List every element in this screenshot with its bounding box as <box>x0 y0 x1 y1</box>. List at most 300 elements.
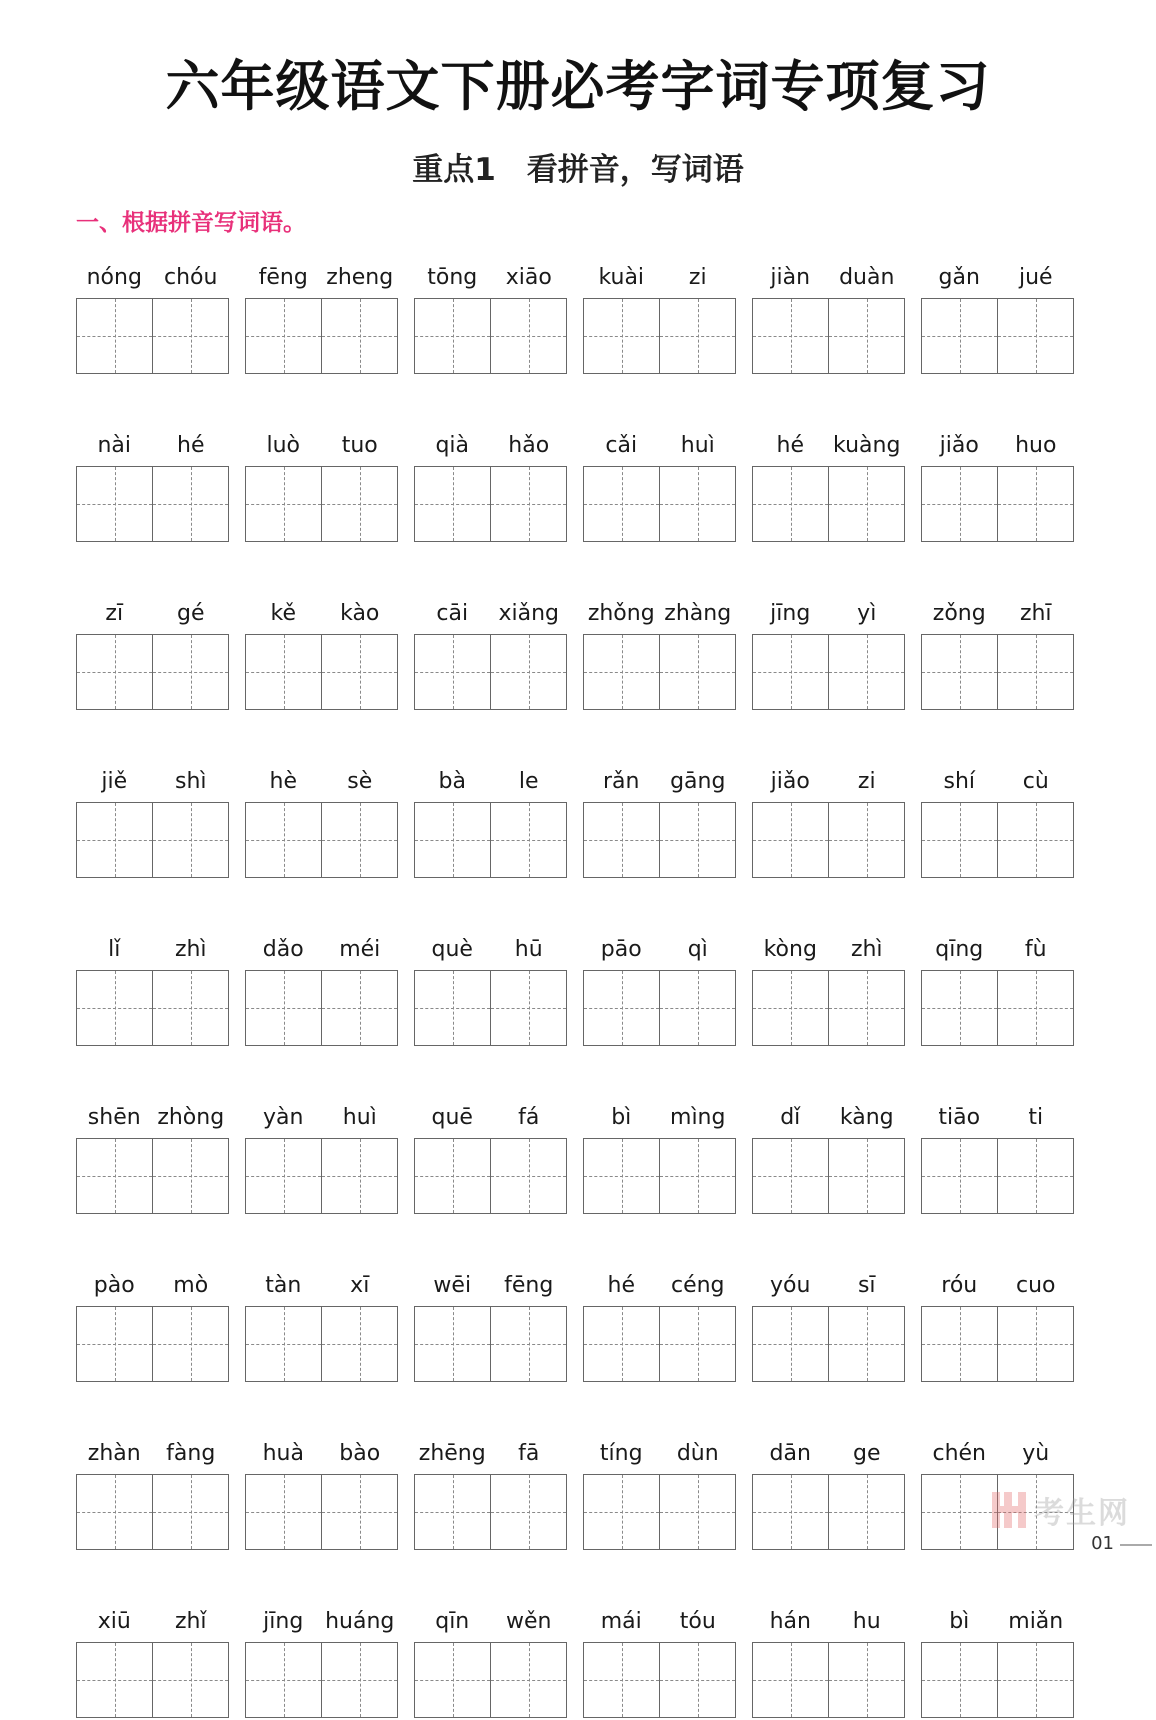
pinyin-syllable: hé <box>607 1273 635 1298</box>
pinyin-syllable: chén <box>932 1441 987 1466</box>
character-box[interactable] <box>490 467 566 541</box>
writing-boxes <box>245 466 398 542</box>
character-box[interactable] <box>997 635 1073 709</box>
pinyin-syllable: sī <box>857 1273 876 1298</box>
word-cell <box>752 1602 905 1720</box>
pinyin-row <box>583 426 736 466</box>
character-box[interactable] <box>77 1139 152 1213</box>
character-box[interactable] <box>828 1307 904 1381</box>
pinyin-syllable: lǐ <box>108 937 121 962</box>
pinyin-syllable: kuàng <box>833 433 901 458</box>
word-cell <box>76 258 229 376</box>
word-cell <box>414 762 567 880</box>
character-box[interactable] <box>77 299 152 373</box>
pinyin-syllable: quē <box>431 1105 473 1130</box>
word-cell <box>414 594 567 712</box>
character-box[interactable] <box>753 803 828 877</box>
pinyin-row <box>245 594 398 634</box>
word-cell <box>752 426 905 544</box>
character-box[interactable] <box>753 467 828 541</box>
character-box[interactable] <box>77 467 152 541</box>
word-cell <box>752 258 905 376</box>
writing-boxes <box>245 1474 398 1550</box>
writing-boxes <box>583 1306 736 1382</box>
pinyin-syllable: zhēng <box>418 1441 486 1466</box>
watermark-logo-icon <box>992 1490 1028 1530</box>
writing-boxes <box>76 634 229 710</box>
pinyin-syllable: dǐ <box>780 1105 801 1130</box>
pinyin-row <box>583 594 736 634</box>
character-box[interactable] <box>246 467 321 541</box>
word-cell <box>245 1266 398 1384</box>
character-box[interactable] <box>753 1643 828 1717</box>
writing-boxes <box>921 970 1074 1046</box>
writing-boxes <box>583 970 736 1046</box>
pinyin-row <box>245 1434 398 1474</box>
pinyin-syllable: le <box>518 769 539 794</box>
pinyin-row <box>414 1266 567 1306</box>
pinyin-syllable: miǎn <box>1008 1609 1064 1634</box>
word-cell <box>921 426 1074 544</box>
character-box[interactable] <box>659 1139 735 1213</box>
character-box[interactable] <box>584 467 659 541</box>
character-box[interactable] <box>659 1643 735 1717</box>
pinyin-syllable: dān <box>769 1441 811 1466</box>
pinyin-syllable: sè <box>347 769 373 794</box>
pinyin-syllable: zǒng <box>932 601 986 626</box>
pinyin-syllable: bào <box>339 1441 381 1466</box>
pinyin-row <box>921 1602 1074 1642</box>
character-box[interactable] <box>246 1643 321 1717</box>
character-box[interactable] <box>490 635 566 709</box>
character-box[interactable] <box>490 1139 566 1213</box>
writing-boxes <box>752 1138 905 1214</box>
pinyin-syllable: huì <box>342 1105 377 1130</box>
pinyin-syllable: kuài <box>598 265 645 290</box>
character-box[interactable] <box>246 299 321 373</box>
pinyin-syllable: róu <box>941 1273 978 1298</box>
writing-boxes <box>414 466 567 542</box>
pinyin-row <box>245 930 398 970</box>
pinyin-syllable: cǎi <box>605 433 638 458</box>
writing-boxes <box>583 1138 736 1214</box>
pinyin-syllable: tíng <box>599 1441 643 1466</box>
writing-boxes <box>414 970 567 1046</box>
word-cell <box>583 930 736 1048</box>
pinyin-row <box>921 426 1074 466</box>
character-box[interactable] <box>659 299 735 373</box>
pinyin-row <box>245 258 398 298</box>
pinyin-syllable: kòng <box>763 937 817 962</box>
pinyin-syllable: tóu <box>679 1609 716 1634</box>
character-box[interactable] <box>922 1475 997 1549</box>
character-box[interactable] <box>490 1643 566 1717</box>
character-box[interactable] <box>753 1475 828 1549</box>
character-box[interactable] <box>246 1139 321 1213</box>
pinyin-syllable: bì <box>611 1105 632 1130</box>
pinyin-syllable: tàn <box>265 1273 302 1298</box>
character-box[interactable] <box>659 803 735 877</box>
pinyin-row <box>76 1266 229 1306</box>
pinyin-row <box>752 1602 905 1642</box>
pinyin-syllable: nài <box>97 433 132 458</box>
character-box[interactable] <box>753 971 828 1045</box>
character-box[interactable] <box>415 467 490 541</box>
character-box[interactable] <box>753 1307 828 1381</box>
character-box[interactable] <box>753 299 828 373</box>
writing-boxes <box>414 1642 567 1718</box>
word-cell <box>76 1098 229 1216</box>
character-box[interactable] <box>584 635 659 709</box>
pinyin-syllable: jīng <box>263 1609 304 1634</box>
pinyin-row <box>76 594 229 634</box>
character-box[interactable] <box>415 1307 490 1381</box>
writing-boxes <box>583 298 736 374</box>
word-cell <box>245 930 398 1048</box>
word-cell <box>921 1602 1074 1720</box>
page-rule <box>1120 1544 1152 1546</box>
character-box[interactable] <box>490 803 566 877</box>
writing-boxes <box>921 1642 1074 1718</box>
character-box[interactable] <box>659 1475 735 1549</box>
character-box[interactable] <box>584 803 659 877</box>
character-box[interactable] <box>415 1475 490 1549</box>
character-box[interactable] <box>415 299 490 373</box>
pinyin-row <box>752 762 905 802</box>
pinyin-syllable: qīng <box>935 937 984 962</box>
character-box[interactable] <box>321 803 397 877</box>
character-box[interactable] <box>659 1307 735 1381</box>
writing-boxes <box>76 298 229 374</box>
word-cell <box>583 1602 736 1720</box>
pinyin-syllable: shí <box>943 769 976 794</box>
page-title: 六年级语文下册必考字词专项复习 <box>165 54 991 118</box>
pinyin-row <box>245 762 398 802</box>
pinyin-syllable: shēn <box>87 1105 141 1130</box>
writing-boxes <box>76 466 229 542</box>
character-box[interactable] <box>415 635 490 709</box>
writing-boxes <box>245 1138 398 1214</box>
pinyin-syllable: hū <box>514 937 543 962</box>
writing-boxes <box>414 298 567 374</box>
word-cell <box>921 594 1074 712</box>
writing-boxes <box>414 802 567 878</box>
pinyin-row <box>752 258 905 298</box>
character-box[interactable] <box>828 971 904 1045</box>
word-cell <box>76 1602 229 1720</box>
pinyin-syllable: fàng <box>166 1441 216 1466</box>
character-box[interactable] <box>77 1475 152 1549</box>
pinyin-syllable: mìng <box>670 1105 726 1130</box>
character-box[interactable] <box>659 635 735 709</box>
character-box[interactable] <box>584 1139 659 1213</box>
pinyin-syllable: qīn <box>435 1609 470 1634</box>
pinyin-syllable: cuo <box>1016 1273 1056 1298</box>
writing-boxes <box>414 1474 567 1550</box>
pinyin-row <box>245 1098 398 1138</box>
word-cell <box>414 1266 567 1384</box>
character-box[interactable] <box>828 635 904 709</box>
character-box[interactable] <box>321 971 397 1045</box>
word-cell <box>583 258 736 376</box>
pinyin-syllable: yù <box>1022 1441 1050 1466</box>
pinyin-syllable: hu <box>852 1609 881 1634</box>
pinyin-syllable: duàn <box>839 265 895 290</box>
pinyin-row <box>76 762 229 802</box>
character-box[interactable] <box>997 1139 1073 1213</box>
writing-boxes <box>752 634 905 710</box>
pinyin-row <box>414 930 567 970</box>
character-box[interactable] <box>490 971 566 1045</box>
character-box[interactable] <box>77 803 152 877</box>
pinyin-syllable: gǎn <box>938 265 980 290</box>
character-box[interactable] <box>922 1139 997 1213</box>
character-box[interactable] <box>490 1475 566 1549</box>
word-cell <box>583 1434 736 1552</box>
character-box[interactable] <box>828 299 904 373</box>
character-box[interactable] <box>77 1643 152 1717</box>
character-box[interactable] <box>152 635 228 709</box>
word-cell <box>921 930 1074 1048</box>
character-box[interactable] <box>152 1475 228 1549</box>
pinyin-syllable: ti <box>1028 1105 1044 1130</box>
character-box[interactable] <box>828 1139 904 1213</box>
character-box[interactable] <box>753 1139 828 1213</box>
character-box[interactable] <box>152 803 228 877</box>
pinyin-syllable: fù <box>1024 937 1047 962</box>
writing-boxes <box>921 634 1074 710</box>
pinyin-row <box>752 1434 905 1474</box>
word-cell <box>76 930 229 1048</box>
pinyin-row <box>245 1266 398 1306</box>
pinyin-syllable: zi <box>688 265 707 290</box>
character-box[interactable] <box>997 467 1073 541</box>
pinyin-syllable: jiě <box>101 769 128 794</box>
watermark <box>992 1488 1130 1532</box>
pinyin-syllable: bì <box>949 1609 970 1634</box>
writing-boxes <box>583 802 736 878</box>
writing-boxes <box>414 1306 567 1382</box>
writing-boxes <box>76 1138 229 1214</box>
word-cell <box>752 1266 905 1384</box>
pinyin-row <box>414 1098 567 1138</box>
pinyin-syllable: dǎo <box>262 937 304 962</box>
character-box[interactable] <box>584 299 659 373</box>
character-box[interactable] <box>584 1475 659 1549</box>
pinyin-syllable: zhàng <box>664 601 732 626</box>
character-box[interactable] <box>77 1307 152 1381</box>
writing-boxes <box>752 1642 905 1718</box>
pinyin-syllable: kào <box>340 601 380 626</box>
pinyin-row <box>752 1098 905 1138</box>
character-box[interactable] <box>922 1307 997 1381</box>
pinyin-row <box>76 258 229 298</box>
word-cell <box>921 762 1074 880</box>
section-subtitle: 重点1 看拼音，写词语 <box>412 152 744 188</box>
pinyin-row <box>921 1098 1074 1138</box>
character-box[interactable] <box>321 1643 397 1717</box>
pinyin-syllable: hán <box>769 1609 811 1634</box>
character-box[interactable] <box>246 1475 321 1549</box>
character-box[interactable] <box>997 971 1073 1045</box>
pinyin-syllable: zhì <box>850 937 883 962</box>
exercise-heading: 一、根据拼音写词语。 <box>76 210 306 236</box>
character-box[interactable] <box>584 1643 659 1717</box>
character-box[interactable] <box>321 635 397 709</box>
pinyin-syllable: yàn <box>263 1105 304 1130</box>
pinyin-syllable: qì <box>687 937 708 962</box>
character-box[interactable] <box>922 1643 997 1717</box>
word-cell <box>921 1266 1074 1384</box>
pinyin-syllable: mò <box>173 1273 209 1298</box>
character-box[interactable] <box>152 1139 228 1213</box>
watermark-text: 考生网 <box>1034 1496 1130 1531</box>
pinyin-syllable: tiāo <box>938 1105 981 1130</box>
character-box[interactable] <box>922 299 997 373</box>
pinyin-row <box>921 762 1074 802</box>
character-box[interactable] <box>152 1643 228 1717</box>
pinyin-syllable: zhòng <box>157 1105 225 1130</box>
pinyin-row <box>752 594 905 634</box>
character-box[interactable] <box>659 467 735 541</box>
pinyin-syllable: zhàn <box>87 1441 141 1466</box>
word-cell <box>245 1434 398 1552</box>
character-box[interactable] <box>246 635 321 709</box>
character-box[interactable] <box>152 299 228 373</box>
character-box[interactable] <box>77 971 152 1045</box>
character-box[interactable] <box>490 299 566 373</box>
pinyin-row <box>752 930 905 970</box>
character-box[interactable] <box>321 299 397 373</box>
pinyin-syllable: pào <box>93 1273 135 1298</box>
character-box[interactable] <box>490 1307 566 1381</box>
pinyin-row <box>414 1434 567 1474</box>
character-box[interactable] <box>152 971 228 1045</box>
pinyin-syllable: pāo <box>600 937 642 962</box>
writing-boxes <box>76 1306 229 1382</box>
word-cell <box>76 594 229 712</box>
character-box[interactable] <box>584 1307 659 1381</box>
pinyin-syllable: mái <box>600 1609 642 1634</box>
character-box[interactable] <box>415 803 490 877</box>
pinyin-syllable: tōng <box>427 265 478 290</box>
character-box[interactable] <box>246 803 321 877</box>
character-box[interactable] <box>828 1643 904 1717</box>
word-cell <box>752 762 905 880</box>
writing-boxes <box>752 1474 905 1550</box>
pinyin-row <box>414 1602 567 1642</box>
pinyin-syllable: huì <box>680 433 715 458</box>
writing-boxes <box>583 1642 736 1718</box>
pinyin-syllable: fā <box>518 1441 540 1466</box>
character-box[interactable] <box>659 971 735 1045</box>
character-box[interactable] <box>997 1643 1073 1717</box>
pinyin-row <box>414 594 567 634</box>
writing-boxes <box>752 298 905 374</box>
character-box[interactable] <box>77 635 152 709</box>
pinyin-syllable: wēi <box>433 1273 472 1298</box>
writing-boxes <box>583 634 736 710</box>
word-cell <box>583 426 736 544</box>
character-box[interactable] <box>321 1139 397 1213</box>
word-cell <box>583 762 736 880</box>
character-box[interactable] <box>922 803 997 877</box>
character-box[interactable] <box>246 1307 321 1381</box>
character-box[interactable] <box>753 635 828 709</box>
character-box[interactable] <box>321 467 397 541</box>
pinyin-row <box>752 426 905 466</box>
word-cell <box>76 1434 229 1552</box>
pinyin-syllable: xī <box>350 1273 370 1298</box>
character-box[interactable] <box>321 1475 397 1549</box>
writing-boxes <box>921 802 1074 878</box>
pinyin-syllable: huáng <box>325 1609 395 1634</box>
pinyin-row <box>583 762 736 802</box>
word-cell <box>414 1434 567 1552</box>
pinyin-syllable: luò <box>266 433 300 458</box>
word-cell <box>583 1266 736 1384</box>
character-box[interactable] <box>922 467 997 541</box>
character-box[interactable] <box>152 1307 228 1381</box>
pinyin-row <box>921 930 1074 970</box>
word-cell <box>414 258 567 376</box>
writing-boxes <box>583 1474 736 1550</box>
pinyin-syllable: qià <box>435 433 470 458</box>
word-cell <box>76 426 229 544</box>
character-box[interactable] <box>997 299 1073 373</box>
pinyin-syllable: tuo <box>341 433 378 458</box>
pinyin-syllable: zi <box>857 769 876 794</box>
pinyin-row <box>583 1098 736 1138</box>
writing-boxes <box>76 1642 229 1718</box>
writing-boxes <box>414 634 567 710</box>
character-box[interactable] <box>828 1475 904 1549</box>
pinyin-syllable: huo <box>1015 433 1057 458</box>
character-box[interactable] <box>415 971 490 1045</box>
character-box[interactable] <box>828 467 904 541</box>
writing-boxes <box>245 298 398 374</box>
pinyin-syllable: hé <box>177 433 205 458</box>
character-box[interactable] <box>321 1307 397 1381</box>
word-cell <box>245 594 398 712</box>
pinyin-syllable: fá <box>518 1105 540 1130</box>
character-box[interactable] <box>415 1139 490 1213</box>
character-box[interactable] <box>922 635 997 709</box>
pinyin-syllable: gé <box>177 601 205 626</box>
pinyin-syllable: ge <box>853 1441 881 1466</box>
writing-boxes <box>921 466 1074 542</box>
writing-boxes <box>752 1306 905 1382</box>
character-box[interactable] <box>997 803 1073 877</box>
word-cell <box>583 1098 736 1216</box>
character-box[interactable] <box>997 1307 1073 1381</box>
pinyin-syllable: jiàn <box>770 265 811 290</box>
character-box[interactable] <box>246 971 321 1045</box>
character-box[interactable] <box>922 971 997 1045</box>
pinyin-syllable: bà <box>438 769 466 794</box>
character-box[interactable] <box>415 1643 490 1717</box>
word-cell <box>921 258 1074 376</box>
pinyin-row <box>245 1602 398 1642</box>
writing-boxes <box>752 970 905 1046</box>
character-box[interactable] <box>584 971 659 1045</box>
pinyin-syllable: xiǎng <box>498 601 560 626</box>
pinyin-row <box>245 426 398 466</box>
pinyin-syllable: zhǒng <box>587 601 655 626</box>
character-box[interactable] <box>828 803 904 877</box>
character-box[interactable] <box>152 467 228 541</box>
pinyin-syllable: yóu <box>770 1273 811 1298</box>
